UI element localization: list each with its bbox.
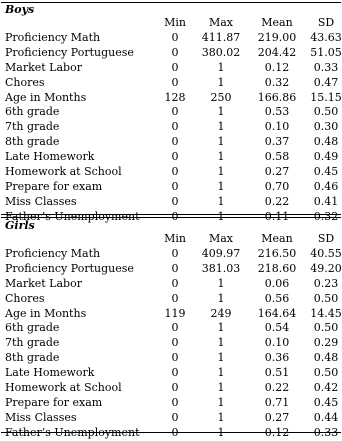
table-row: [0, 351, 342, 366]
max-cell: 381.03: [201, 261, 241, 275]
sd-cell: 0.45: [313, 165, 339, 179]
mean-cell: 0.37: [264, 135, 290, 149]
row-label: Miss Classes: [5, 410, 77, 424]
min-cell: 128: [164, 90, 186, 104]
max-cell: 1: [217, 336, 225, 350]
sd-cell: 0.42: [313, 381, 339, 395]
max-cell: 1: [217, 425, 225, 439]
sd-cell: 0.30: [313, 120, 339, 134]
mean-cell: 0.58: [264, 150, 290, 164]
table-row: [0, 277, 342, 292]
sd-cell: 14.45: [310, 306, 342, 320]
min-cell: 0: [171, 120, 179, 134]
column-header-min: Min: [164, 16, 186, 29]
sd-cell: 43.63: [310, 30, 342, 44]
top-rule: [1, 2, 341, 3]
min-cell: 0: [171, 351, 179, 365]
row-label: Market Labor: [5, 60, 82, 74]
column-header-max: Max: [208, 16, 234, 29]
column-header-max: Max: [208, 232, 234, 245]
sd-cell: 0.50: [313, 321, 339, 335]
table-row: [0, 396, 342, 411]
row-label: 6th grade: [5, 321, 60, 335]
sd-cell: 0.41: [313, 194, 339, 208]
min-cell: 0: [171, 246, 179, 260]
sd-cell: 40.55: [310, 246, 342, 260]
row-label: 6th grade: [5, 105, 60, 119]
min-cell: 0: [171, 150, 179, 164]
table-row: [0, 120, 342, 135]
row-label: Homework at School: [5, 381, 122, 395]
max-cell: 1: [217, 351, 225, 365]
panel-separator-rule-lower: [1, 217, 341, 218]
max-cell: 1: [217, 120, 225, 134]
row-label: Chores: [5, 291, 45, 305]
min-cell: 0: [171, 336, 179, 350]
mean-cell: 0.54: [264, 321, 290, 335]
max-cell: 1: [217, 165, 225, 179]
max-cell: 1: [217, 291, 225, 305]
column-header-mean: Mean: [261, 232, 293, 245]
max-cell: 1: [217, 366, 225, 380]
sd-cell: 0.23: [313, 276, 339, 290]
max-cell: 249: [210, 306, 232, 320]
table-row: [0, 366, 342, 381]
min-cell: 0: [171, 410, 179, 424]
min-cell: 0: [171, 60, 179, 74]
row-label-header: [0, 232, 157, 247]
table-row: [0, 307, 342, 322]
sd-cell: 0.45: [313, 395, 339, 409]
mean-cell: 0.12: [264, 425, 290, 439]
mean-cell: 218.60: [257, 261, 297, 275]
column-header-sd: SD: [317, 16, 335, 29]
mean-cell: 0.27: [264, 410, 290, 424]
table-row: [0, 321, 342, 336]
column-header-row: [0, 232, 342, 247]
mean-cell: 219.00: [257, 30, 297, 44]
table-row: [0, 426, 342, 441]
bottom-rule: [1, 432, 341, 433]
row-label: Father’s Unemployment: [5, 209, 140, 223]
row-label: 8th grade: [5, 351, 60, 365]
table-row: [0, 247, 342, 262]
max-cell: 1: [217, 321, 225, 335]
min-cell: 0: [171, 194, 179, 208]
max-cell: 380.02: [201, 45, 241, 59]
min-cell: 119: [164, 306, 186, 320]
mean-cell: 0.32: [264, 75, 290, 89]
sd-cell: 0.48: [313, 351, 339, 365]
max-cell: 411.87: [201, 30, 241, 44]
mean-cell: 0.06: [264, 276, 290, 290]
column-header-mean: Mean: [261, 16, 293, 29]
row-label: Prepare for exam: [5, 395, 103, 409]
table-row: [0, 135, 342, 150]
table-row: [0, 195, 342, 210]
table-row: [0, 61, 342, 76]
column-header-min: Min: [164, 232, 186, 245]
table-row: [0, 262, 342, 277]
min-cell: 0: [171, 135, 179, 149]
mean-cell: 0.10: [264, 120, 290, 134]
min-cell: 0: [171, 165, 179, 179]
column-header-sd: SD: [317, 232, 335, 245]
mean-cell: 0.11: [264, 209, 290, 223]
sd-cell: 0.50: [313, 366, 339, 380]
mean-cell: 0.51: [264, 366, 290, 380]
min-cell: 0: [171, 30, 179, 44]
min-cell: 0: [171, 209, 179, 223]
sd-cell: 51.05: [310, 45, 342, 59]
row-label: 7th grade: [5, 120, 60, 134]
mean-cell: 204.42: [257, 45, 297, 59]
row-label: 8th grade: [5, 135, 60, 149]
min-cell: 0: [171, 366, 179, 380]
table-row: [0, 150, 342, 165]
table-row: [0, 180, 342, 195]
row-label: Market Labor: [5, 276, 82, 290]
sd-cell: 15.15: [310, 90, 342, 104]
row-label: Chores: [5, 75, 45, 89]
table-row: [0, 381, 342, 396]
table-row: [0, 91, 342, 106]
sd-cell: 0.47: [313, 75, 339, 89]
row-label: 7th grade: [5, 336, 60, 350]
min-cell: 0: [171, 291, 179, 305]
max-cell: 250: [210, 90, 232, 104]
sd-cell: 0.46: [313, 179, 339, 193]
max-cell: 1: [217, 381, 225, 395]
max-cell: 1: [217, 209, 225, 223]
sd-cell: 0.48: [313, 135, 339, 149]
mean-cell: 164.64: [257, 306, 297, 320]
min-cell: 0: [171, 276, 179, 290]
row-label: Homework at School: [5, 165, 122, 179]
min-cell: 0: [171, 321, 179, 335]
row-label: Father’s Unemployment: [5, 425, 140, 439]
min-cell: 0: [171, 105, 179, 119]
row-label: Miss Classes: [5, 194, 77, 208]
mean-cell: 0.12: [264, 60, 290, 74]
max-cell: 1: [217, 105, 225, 119]
sd-cell: 0.33: [313, 425, 339, 439]
mean-cell: 0.22: [264, 381, 290, 395]
table-row: [0, 336, 342, 351]
row-label: Late Homework: [5, 150, 95, 164]
min-cell: 0: [171, 45, 179, 59]
max-cell: 1: [217, 75, 225, 89]
mean-cell: 216.50: [257, 246, 297, 260]
table-row: [0, 292, 342, 307]
mean-cell: 0.71: [264, 395, 290, 409]
row-label: Prepare for exam: [5, 179, 103, 193]
table-row: [0, 46, 342, 61]
table-row: [0, 165, 342, 180]
max-cell: 1: [217, 276, 225, 290]
table-row: [0, 31, 342, 46]
row-label-header: [0, 16, 157, 31]
girls-table-body: [0, 247, 342, 441]
row-label: Proficiency Portuguese: [5, 261, 134, 275]
row-label: Proficiency Math: [5, 30, 101, 44]
panel-separator-rule-upper: [1, 214, 341, 215]
mean-cell: 0.22: [264, 194, 290, 208]
mean-cell: 0.27: [264, 165, 290, 179]
boys-table-body: [0, 31, 342, 225]
max-cell: 1: [217, 194, 225, 208]
mean-cell: 166.86: [257, 90, 297, 104]
row-label: Late Homework: [5, 366, 95, 380]
sd-cell: 0.50: [313, 291, 339, 305]
max-cell: 1: [217, 179, 225, 193]
sd-cell: 0.50: [313, 105, 339, 119]
row-label: Proficiency Math: [5, 246, 101, 260]
mean-cell: 0.70: [264, 179, 290, 193]
min-cell: 0: [171, 75, 179, 89]
panel-title-girls: Girls: [5, 219, 35, 232]
table-row: [0, 411, 342, 426]
max-cell: 1: [217, 395, 225, 409]
max-cell: 1: [217, 150, 225, 164]
column-header-row: [0, 16, 342, 31]
panel-title-boys: Boys: [5, 3, 35, 16]
table-row: [0, 76, 342, 91]
row-label: Age in Months: [5, 306, 87, 320]
sd-cell: 0.44: [313, 410, 339, 424]
sd-cell: 0.29: [313, 336, 339, 350]
girls-stats-table: [0, 232, 342, 441]
table-row: [0, 105, 342, 120]
max-cell: 1: [217, 60, 225, 74]
mean-cell: 0.56: [264, 291, 290, 305]
max-cell: 409.97: [201, 246, 241, 260]
max-cell: 1: [217, 135, 225, 149]
max-cell: 1: [217, 410, 225, 424]
row-label: Age in Months: [5, 90, 87, 104]
mean-cell: 0.36: [264, 351, 290, 365]
mean-cell: 0.10: [264, 336, 290, 350]
mean-cell: 0.53: [264, 105, 290, 119]
sd-cell: 49.20: [310, 261, 342, 275]
min-cell: 0: [171, 179, 179, 193]
min-cell: 0: [171, 381, 179, 395]
min-cell: 0: [171, 261, 179, 275]
boys-stats-table: [0, 16, 342, 225]
min-cell: 0: [171, 395, 179, 409]
min-cell: 0: [171, 425, 179, 439]
sd-cell: 0.49: [313, 150, 339, 164]
row-label: Proficiency Portuguese: [5, 45, 134, 59]
sd-cell: 0.32: [313, 209, 339, 223]
sd-cell: 0.33: [313, 60, 339, 74]
